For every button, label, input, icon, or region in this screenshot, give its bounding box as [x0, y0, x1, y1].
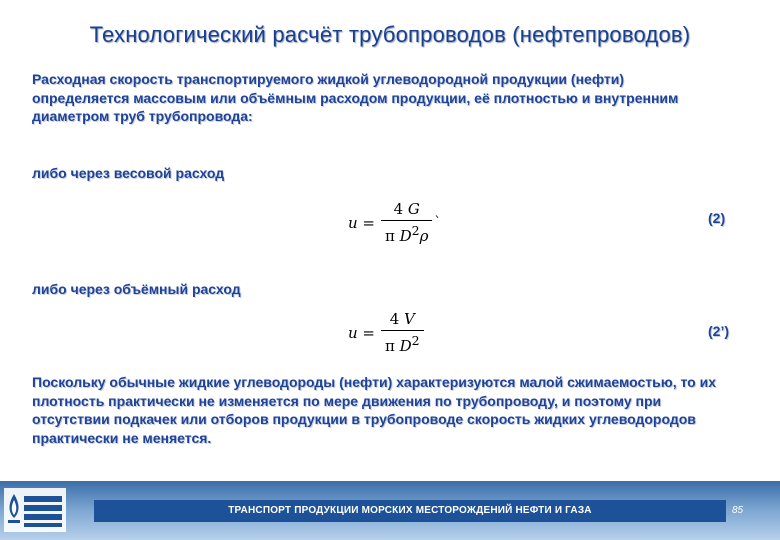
paragraph-intro: Расходная скорость транспортируемого жидкой углеводородной продукции (нефти) определяется массовым или объёмным расходом продукции, её плотностью и внутренним диаметром труб трубопровода: [32, 71, 679, 124]
equation-number-2: (2) [708, 210, 726, 226]
denominator: π $D^2$ [385, 333, 420, 355]
paragraph-conclusion: Поскольку обычные жидкие углеводороды (нефти) характеризуются малой сжимаемостью, то их плотность практически не изменяется по мере движения по трубопроводу, и поэтому при отсутствии подкачек или отборов продукции в трубопроводе скорость жидких углеводородов практически не меняется. [32, 374, 716, 446]
fraction [381, 310, 424, 355]
formula-lhs: u = [348, 323, 375, 342]
paragraph-volume-flow: либо через объёмный расход [32, 281, 241, 297]
fraction [381, 200, 432, 245]
formula-lhs: u = [348, 213, 375, 232]
footer-band: ТРАНСПОРТ ПРОДУКЦИИ МОРСКИХ МЕСТОРОЖДЕНИЙ НЕФТИ И ГАЗА [94, 500, 726, 522]
slide-title: Технологический расчёт трубопроводов (нефтепроводов) [89, 22, 691, 47]
equation-number-2-prime: (2’) [708, 323, 729, 339]
page-number: 85 [732, 505, 744, 516]
formula-volume-flow [348, 310, 424, 355]
numerator: 4 G [381, 200, 432, 221]
numerator: 4 V [381, 310, 424, 331]
paragraph-mass-flow: либо через весовой расход [32, 165, 225, 181]
formula-trailing-mark: ` [434, 215, 441, 230]
gazprom-logo-icon [4, 488, 66, 532]
formula-mass-flow [348, 200, 441, 245]
denominator: π $D^2\rho$ [385, 223, 429, 245]
